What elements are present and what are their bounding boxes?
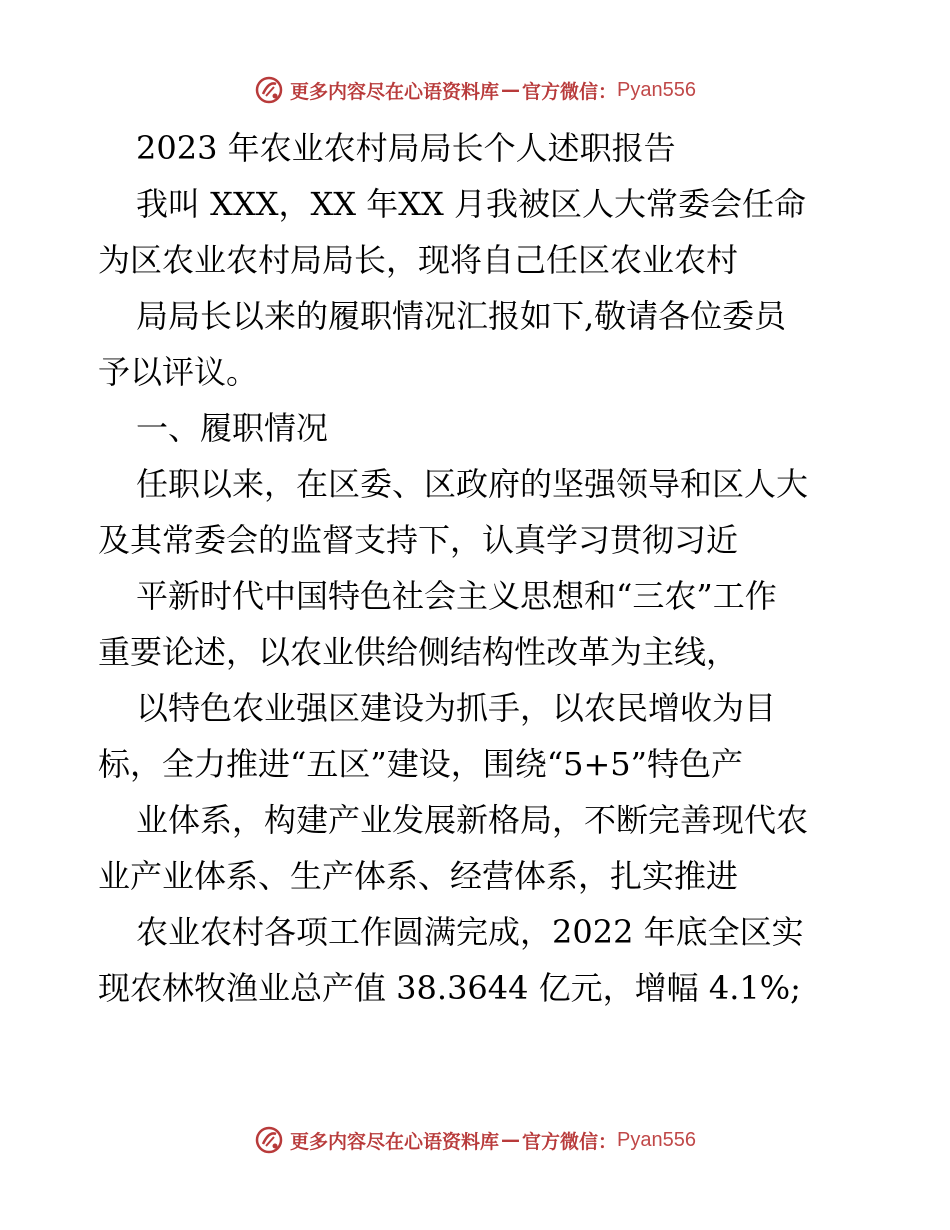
brand-logo-icon [254, 1125, 284, 1155]
banner-wechat-id: Pyan556 [617, 78, 696, 101]
text-line: 业产业体系、生产体系、经营体系，扎实推进 [98, 857, 739, 895]
banner-official-label: 官方微信： [522, 1130, 618, 1153]
brand-logo-icon [254, 75, 284, 105]
banner-dash: — [501, 79, 521, 101]
banner-text: 更多内容尽在心语资料库 [290, 80, 500, 103]
text-line: 平新时代中国特色社会主义思想和“三农”工作 [136, 577, 777, 615]
text-line: 予以评议。 [98, 353, 259, 391]
header-watermark-banner [0, 70, 950, 110]
banner-text: 更多内容尽在心语资料库 [290, 1130, 500, 1153]
text-line: 任职以来，在区委、区政府的坚强领导和区人大 [136, 465, 809, 503]
banner-dash: — [501, 1129, 521, 1151]
text-line: 以特色农业强区建设为抓手，以农民增收为目 [136, 689, 777, 727]
banner-wechat-id: Pyan556 [617, 1128, 696, 1151]
banner-official-label: 官方微信： [522, 80, 618, 103]
text-line: 现农林牧渔业总产值 38.3644 亿元，增幅 4.1%; [98, 969, 801, 1007]
document-title: 2023 年农业农村局局长个人述职报告 [136, 129, 676, 167]
text-line: 及其常委会的监督支持下，认真学习贯彻习近 [98, 521, 739, 559]
document-body [98, 120, 858, 1016]
text-line: 标，全力推进“五区”建设，围绕“5+5”特色产 [98, 745, 743, 783]
text-line: 我叫 XXX，XX 年XX 月我被区人大常委会任命 [136, 185, 806, 223]
text-line: 业体系，构建产业发展新格局，不断完善现代农 [136, 801, 809, 839]
footer-watermark-banner [0, 1120, 950, 1160]
text-line: 为区农业农村局局长，现将自己任区农业农村 [98, 241, 739, 279]
text-line: 农业农村各项工作圆满完成，2022 年底全区实 [136, 913, 804, 951]
text-line: 局局长以来的履职情况汇报如下,敬请各位委员 [136, 297, 787, 335]
section-heading: 一、履职情况 [136, 409, 329, 447]
text-line: 重要论述，以农业供给侧结构性改革为主线， [98, 633, 739, 671]
